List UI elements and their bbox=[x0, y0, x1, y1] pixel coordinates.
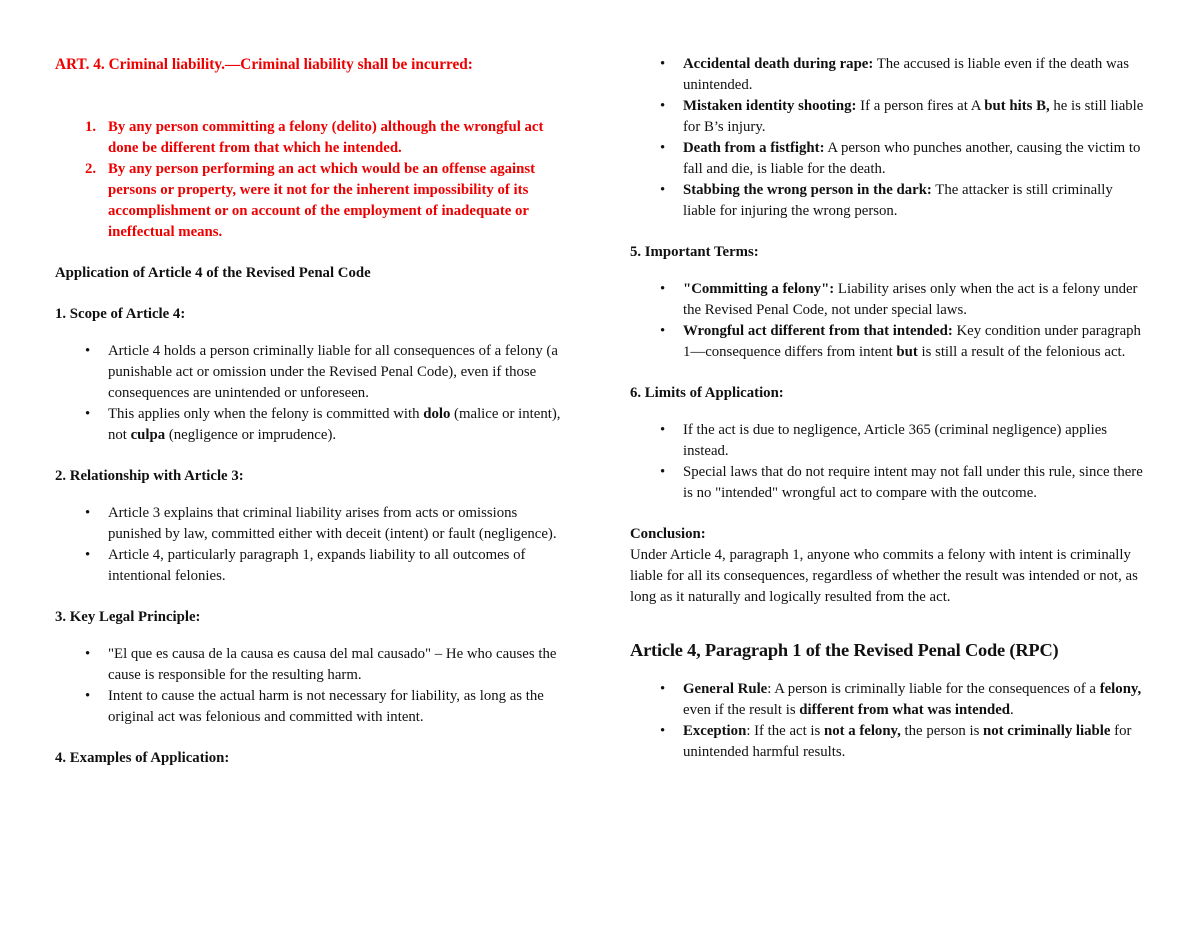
text-segment: Key condition under paragraph 1—consequence differs from intent bbox=[683, 323, 1141, 360]
bold-text-segment: Death from a fistfight: bbox=[683, 140, 825, 156]
section-heading bbox=[55, 304, 570, 325]
item-text bbox=[683, 679, 1145, 721]
bold-text-segment: different from what was intended bbox=[799, 702, 1011, 718]
item-text bbox=[683, 721, 1145, 763]
text-segment: If the act is due to negligence, Article 365 (criminal negligence) applies instead. bbox=[683, 422, 1108, 459]
bold-text-segment: By any person performing an act which would be an offense against persons or property, were it not for the inherent impossibility of its accomplishment or on account of the employment of inadequate or ineffectual means. bbox=[108, 161, 536, 240]
text-segment: Under Article 4, paragraph 1, anyone who commits a felony with intent is criminally liable for all its consequences, regardless of whether the result was intended or not, as long as it naturally and logically resulted from the act. bbox=[630, 547, 1138, 605]
bullet-item bbox=[630, 721, 1145, 763]
bold-text-segment: Exception bbox=[683, 723, 747, 739]
text-segment: Liability arises only when the act is a felony under the Revised Penal Code, not under special laws. bbox=[683, 281, 1138, 318]
item-text bbox=[108, 159, 570, 243]
bold-text-segment: General Rule bbox=[683, 681, 768, 697]
bullet-item bbox=[630, 96, 1145, 138]
bullet-list bbox=[55, 341, 570, 446]
bullet-item bbox=[630, 420, 1145, 462]
bold-text-segment: Conclusion: bbox=[630, 526, 706, 542]
text-segment: for unintended harmful results. bbox=[683, 723, 1132, 760]
bullet-item bbox=[55, 644, 570, 686]
text-segment: : If the act is bbox=[746, 723, 824, 739]
text-segment: Article 3 explains that criminal liability arises from acts or omissions punished by law, committed either with deceit (intent) or fault (negligence). bbox=[108, 505, 557, 542]
item-text bbox=[683, 279, 1145, 321]
bullet-icon: • bbox=[660, 464, 666, 480]
right-column bbox=[630, 52, 1145, 897]
bold-text-segment: dolo bbox=[423, 406, 451, 422]
text-segment: the person is bbox=[900, 723, 984, 739]
text-segment: even if the result is bbox=[683, 702, 800, 718]
item-text bbox=[108, 341, 570, 404]
text-segment: "El que es causa de la causa es causa del mal causado" – He who causes the cause is responsible for the resulting harm. bbox=[108, 646, 557, 683]
item-text bbox=[683, 180, 1145, 222]
bold-text-segment: 2. Relationship with Article 3: bbox=[55, 468, 244, 484]
bold-text-segment: Mistaken identity shooting: bbox=[683, 98, 857, 114]
text-segment: (negligence or imprudence). bbox=[165, 427, 337, 443]
text-segment: Intent to cause the actual harm is not necessary for liability, as long as the original act was felonious and committed with intent. bbox=[108, 688, 544, 725]
bullet-item bbox=[55, 686, 570, 728]
bullet-list bbox=[630, 420, 1145, 504]
major-heading bbox=[630, 638, 1145, 663]
item-text bbox=[108, 503, 570, 545]
text-segment: Article 4, particularly paragraph 1, expands liability to all outcomes of intentional felonies. bbox=[108, 547, 526, 584]
bold-text-segment: ART. 4. Criminal liability.—Criminal liability shall be incurred: bbox=[55, 56, 473, 73]
item-text bbox=[108, 117, 570, 159]
numbered-item bbox=[55, 159, 570, 243]
bullet-icon: • bbox=[85, 406, 91, 422]
bold-text-segment: felony, bbox=[1099, 681, 1142, 697]
text-segment: is still a result of the felonious act. bbox=[917, 344, 1126, 360]
bullet-icon: • bbox=[85, 688, 91, 704]
bullet-icon: • bbox=[660, 281, 666, 297]
section-heading bbox=[55, 748, 570, 769]
text-segment: (malice or intent), not bbox=[108, 406, 561, 443]
numbered-list-red bbox=[55, 117, 570, 243]
item-text bbox=[108, 404, 570, 446]
bullet-item bbox=[630, 679, 1145, 721]
section-heading bbox=[55, 466, 570, 487]
text-segment: . bbox=[1010, 702, 1014, 718]
bullet-icon: • bbox=[660, 681, 666, 697]
section-heading bbox=[55, 263, 570, 284]
bold-text-segment: Stabbing the wrong person in the dark: bbox=[683, 182, 932, 198]
numbered-item bbox=[55, 117, 570, 159]
paragraph bbox=[630, 545, 1145, 608]
bullet-list bbox=[55, 644, 570, 728]
text-segment: This applies only when the felony is committed with bbox=[108, 406, 424, 422]
bullet-icon: • bbox=[85, 343, 91, 359]
bullet-item bbox=[630, 462, 1145, 504]
bold-text-segment: Article 4, Paragraph 1 of the Revised Penal Code (RPC) bbox=[630, 640, 1059, 660]
text-segment: A person who punches another, causing the victim to fall and die, is liable for the death. bbox=[683, 140, 1141, 177]
bullet-item bbox=[630, 180, 1145, 222]
text-segment: The accused is liable even if the death was unintended. bbox=[683, 56, 1130, 93]
bullet-icon: • bbox=[660, 723, 666, 739]
bold-text-segment: not criminally liable bbox=[983, 723, 1111, 739]
text-segment: he is still liable for B’s injury. bbox=[683, 98, 1144, 135]
bullet-icon: • bbox=[660, 56, 666, 72]
bold-text-segment: but hits B, bbox=[984, 98, 1050, 114]
bullet-icon: • bbox=[660, 140, 666, 156]
bullet-icon: • bbox=[660, 182, 666, 198]
bullet-list bbox=[630, 54, 1145, 222]
item-text bbox=[683, 462, 1145, 504]
bullet-item bbox=[55, 341, 570, 404]
item-text bbox=[683, 96, 1145, 138]
bullet-list bbox=[630, 679, 1145, 763]
section-heading bbox=[630, 383, 1145, 404]
bold-text-segment: "Committing a felony": bbox=[683, 281, 835, 297]
item-text bbox=[108, 545, 570, 587]
item-number: 2. bbox=[85, 161, 97, 177]
bullet-list bbox=[55, 503, 570, 587]
text-segment: : A person is criminally liable for the consequences of a bbox=[767, 681, 1100, 697]
bold-text-segment: Application of Article 4 of the Revised Penal Code bbox=[55, 265, 371, 281]
bullet-item bbox=[55, 545, 570, 587]
bullet-item bbox=[630, 54, 1145, 96]
bullet-item bbox=[630, 279, 1145, 321]
text-segment: Article 4 holds a person criminally liable for all consequences of a felony (a punishable act or omission under the Revised Penal Code), even if those consequences are unintended or unforeseen. bbox=[108, 343, 558, 401]
section-heading bbox=[630, 524, 1145, 545]
item-text bbox=[108, 686, 570, 728]
bold-text-segment: 1. Scope of Article 4: bbox=[55, 306, 186, 322]
paragraph-red bbox=[55, 54, 570, 75]
bold-text-segment: 6. Limits of Application: bbox=[630, 385, 784, 401]
bullet-item bbox=[630, 321, 1145, 363]
left-column bbox=[55, 52, 570, 897]
bold-text-segment: 4. Examples of Application: bbox=[55, 750, 230, 766]
bullet-list bbox=[630, 279, 1145, 363]
item-text bbox=[108, 644, 570, 686]
bullet-icon: • bbox=[660, 422, 666, 438]
text-segment: The attacker is still criminally liable for injuring the wrong person. bbox=[683, 182, 1113, 219]
text-segment: If a person fires at A bbox=[856, 98, 985, 114]
section-heading bbox=[630, 242, 1145, 263]
bold-text-segment: not a felony, bbox=[823, 723, 901, 739]
bold-text-segment: By any person committing a felony (delito) although the wrongful act done be different from that which he intended. bbox=[108, 119, 544, 156]
bold-text-segment: 5. Important Terms: bbox=[630, 244, 759, 260]
bullet-icon: • bbox=[660, 323, 666, 339]
bold-text-segment: but bbox=[896, 344, 918, 360]
item-text bbox=[683, 54, 1145, 96]
bullet-item bbox=[630, 138, 1145, 180]
bullet-icon: • bbox=[660, 98, 666, 114]
item-number: 1. bbox=[85, 119, 97, 135]
bold-text-segment: culpa bbox=[130, 427, 166, 443]
bold-text-segment: 3. Key Legal Principle: bbox=[55, 609, 201, 625]
bullet-item bbox=[55, 404, 570, 446]
bullet-icon: • bbox=[85, 547, 91, 563]
bullet-item bbox=[55, 503, 570, 545]
bold-text-segment: Accidental death during rape: bbox=[683, 56, 874, 72]
item-text bbox=[683, 321, 1145, 363]
bullet-icon: • bbox=[85, 646, 91, 662]
text-segment: Special laws that do not require intent may not fall under this rule, since there is no "intended" wrongful act to compare with the outcome. bbox=[683, 464, 1143, 501]
item-text bbox=[683, 138, 1145, 180]
item-text bbox=[683, 420, 1145, 462]
bold-text-segment: Wrongful act different from that intended: bbox=[683, 323, 953, 339]
bullet-icon: • bbox=[85, 505, 91, 521]
section-heading bbox=[55, 607, 570, 628]
